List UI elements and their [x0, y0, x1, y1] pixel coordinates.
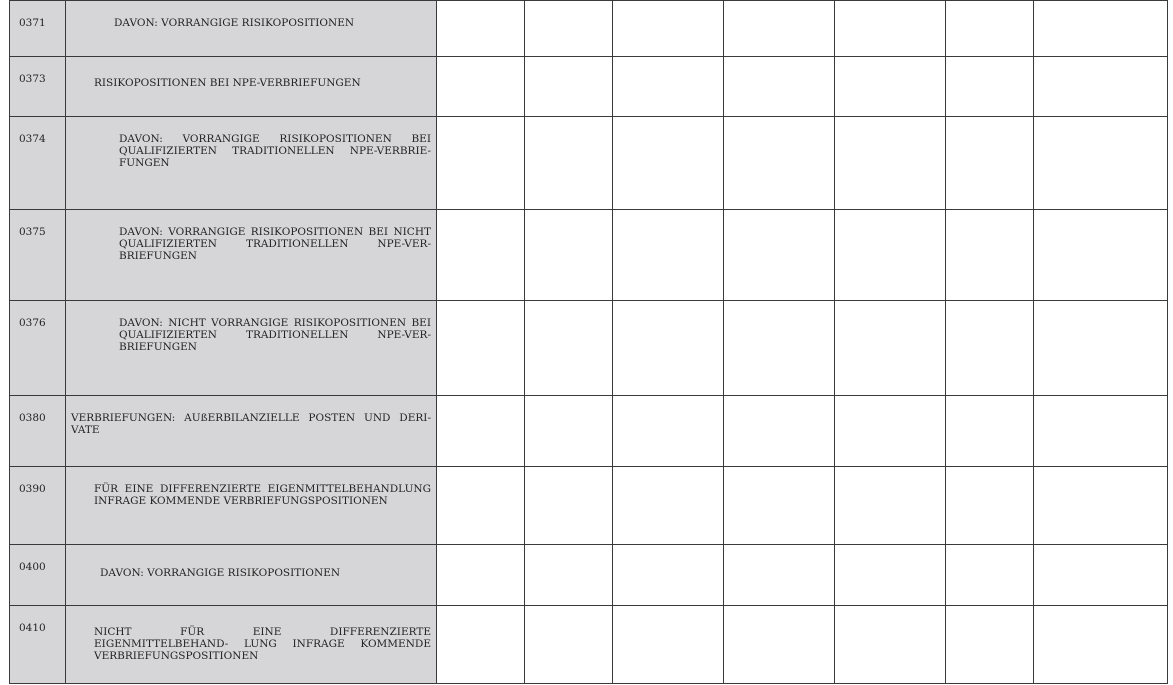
value-cell[interactable] [724, 396, 835, 467]
value-cell[interactable] [437, 210, 525, 301]
row-code: 0371 [10, 1, 66, 57]
table-row [10, 396, 1168, 467]
value-cell[interactable] [613, 117, 724, 210]
value-cell[interactable] [613, 545, 724, 606]
row-code: 0410 [10, 606, 66, 684]
value-cell[interactable] [946, 1, 1034, 57]
value-cell[interactable] [1034, 1, 1168, 57]
value-cell[interactable] [946, 396, 1034, 467]
value-cell[interactable] [724, 210, 835, 301]
value-cell[interactable] [946, 57, 1034, 117]
value-cell[interactable] [835, 396, 946, 467]
value-cell[interactable] [525, 396, 613, 467]
value-cell[interactable] [437, 396, 525, 467]
value-cell[interactable] [946, 606, 1034, 684]
value-cell[interactable] [946, 467, 1034, 545]
value-cell[interactable] [613, 467, 724, 545]
table-row [10, 606, 1168, 684]
value-cell[interactable] [946, 210, 1034, 301]
value-cell[interactable] [1034, 301, 1168, 396]
value-cell[interactable] [1034, 117, 1168, 210]
value-cell[interactable] [525, 57, 613, 117]
value-cell[interactable] [437, 606, 525, 684]
table-row [10, 301, 1168, 396]
table-row [10, 210, 1168, 301]
value-cell[interactable] [613, 606, 724, 684]
value-cell[interactable] [613, 210, 724, 301]
value-cell[interactable] [1034, 57, 1168, 117]
row-code: 0376 [10, 301, 66, 396]
value-cell[interactable] [525, 545, 613, 606]
value-cell[interactable] [525, 467, 613, 545]
row-code: 0400 [10, 545, 66, 606]
value-cell[interactable] [724, 117, 835, 210]
row-code: 0374 [10, 117, 66, 210]
value-cell[interactable] [1034, 396, 1168, 467]
row-label: DAVON: VORRANGIGE RISIKOPOSITIONEN BEI QUALIFIZIERTEN TRADITIONELLEN NPE-VERBRIE- FUNGEN [66, 117, 437, 210]
value-cell[interactable] [613, 301, 724, 396]
value-cell[interactable] [946, 545, 1034, 606]
row-code: 0375 [10, 210, 66, 301]
value-cell[interactable] [724, 57, 835, 117]
value-cell[interactable] [437, 467, 525, 545]
row-code: 0380 [10, 396, 66, 467]
table-row [10, 1, 1168, 57]
value-cell[interactable] [437, 301, 525, 396]
value-cell[interactable] [1034, 545, 1168, 606]
value-cell[interactable] [835, 210, 946, 301]
value-cell[interactable] [835, 1, 946, 57]
value-cell[interactable] [613, 57, 724, 117]
row-label: RISIKOPOSITIONEN BEI NPE-VERBRIEFUNGEN [66, 57, 437, 117]
value-cell[interactable] [724, 545, 835, 606]
row-label: DAVON: VORRANGIGE RISIKOPOSITIONEN [66, 545, 437, 606]
value-cell[interactable] [724, 606, 835, 684]
row-code: 0390 [10, 467, 66, 545]
value-cell[interactable] [437, 117, 525, 210]
row-code: 0373 [10, 57, 66, 117]
table-row [10, 545, 1168, 606]
value-cell[interactable] [946, 117, 1034, 210]
row-label: DAVON: VORRANGIGE RISIKOPOSITIONEN BEI NICHT QUALIFIZIERTEN TRADITIONELLEN NPE-VER- BRIEFUNGEN [66, 210, 437, 301]
value-cell[interactable] [525, 117, 613, 210]
value-cell[interactable] [724, 301, 835, 396]
value-cell[interactable] [835, 606, 946, 684]
value-cell[interactable] [835, 57, 946, 117]
value-cell[interactable] [1034, 210, 1168, 301]
value-cell[interactable] [1034, 467, 1168, 545]
table-row [10, 117, 1168, 210]
row-label: FÜR EINE DIFFERENZIERTE EIGENMITTELBEHANDLUNG INFRAGE KOMMENDE VERBRIEFUNGSPOSITIONEN [66, 467, 437, 545]
value-cell[interactable] [525, 210, 613, 301]
value-cell[interactable] [525, 1, 613, 57]
value-cell[interactable] [835, 117, 946, 210]
value-cell[interactable] [437, 57, 525, 117]
value-cell[interactable] [525, 301, 613, 396]
table-row [10, 467, 1168, 545]
table-row [10, 57, 1168, 117]
value-cell[interactable] [835, 301, 946, 396]
value-cell[interactable] [1034, 606, 1168, 684]
value-cell[interactable] [437, 1, 525, 57]
report-table [9, 0, 1168, 684]
value-cell[interactable] [835, 545, 946, 606]
value-cell[interactable] [613, 1, 724, 57]
row-label: NICHT FÜR EINE DIFFERENZIERTE EIGENMITTELBEHAND- LUNG INFRAGE KOMMENDE VERBRIEFUNGSPOSITIONEN [66, 606, 437, 684]
row-label: DAVON: NICHT VORRANGIGE RISIKOPOSITIONEN BEI QUALIFIZIERTEN TRADITIONELLEN NPE-VER- BRIEFUNGEN [66, 301, 437, 396]
value-cell[interactable] [613, 396, 724, 467]
value-cell[interactable] [437, 545, 525, 606]
value-cell[interactable] [525, 606, 613, 684]
value-cell[interactable] [724, 1, 835, 57]
value-cell[interactable] [724, 467, 835, 545]
row-label: VERBRIEFUNGEN: AUßERBILANZIELLE POSTEN UND DERI- VATE [66, 396, 437, 467]
value-cell[interactable] [835, 467, 946, 545]
row-label: DAVON: VORRANGIGE RISIKOPOSITIONEN [66, 1, 437, 57]
value-cell[interactable] [946, 301, 1034, 396]
